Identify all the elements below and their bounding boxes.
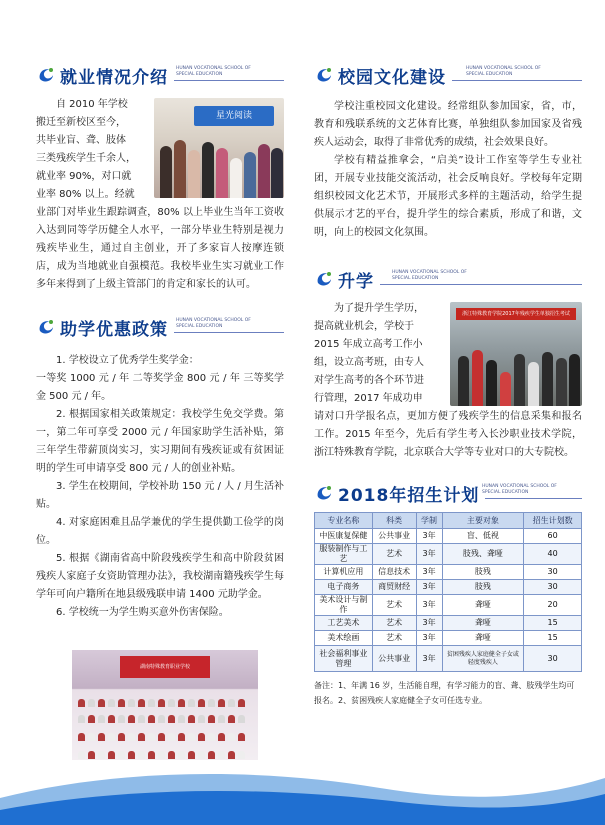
table-header: 专业名称 [315,513,373,529]
aid-item-5: 5. 根据《湖南省高中阶段残疾学生和高中阶段贫困残疾人家庭子女资助管理办法》，我校湖南籍残疾学生每学年可向户籍所在地县级残联申请 1400 元助学金。 [36,553,284,600]
plan-title: 2018年招生计划 [338,485,480,506]
employment-line-2: 共毕业盲、聋、肢体 [36,135,126,146]
further-line-3: 组，设立高考班，由专人 [314,357,424,368]
employment-title: 就业情况介绍 [60,67,168,88]
aid-rule [174,332,284,333]
table-header: 科类 [372,513,416,529]
table-row: 计算机应用 信息技术 3年 肢残 30 [315,565,582,580]
employment-rule [174,80,284,81]
table-note: 备注：1、年满 16 岁，生活能自理，有学习能力的盲、聋、肢残学生均可报名。2、贫困残疾人家庭健全子女可任选专业。 [314,681,575,705]
aid-item-4: 4. 对家庭困难且品学兼优的学生提供勤工俭学的岗位。 [36,517,284,546]
culture-header [314,62,582,88]
employment-line-1: 搬迁至新校区至今， [36,117,126,128]
aid-item-1: 1. 学校设立了优秀学生奖学金： [56,355,199,366]
right-column [314,62,582,708]
table-row: 电子商务 商贸财经 3年 肢残 30 [315,580,582,595]
table-row: 中医康复保健 公共事业 3年 盲、低视 60 [315,529,582,544]
further-body [314,300,582,462]
further-en: HUNAN VOCATIONAL SCHOOL OF SPECIAL EDUCATION [392,270,467,281]
further-line-2: 2015 年成立高考工作小 [314,339,423,350]
employment-line-5: 业率 80% 以上。经就 [36,189,135,200]
employment-photo [154,98,284,198]
further-photo [450,302,582,406]
enrollment-table [314,512,582,672]
further-rest: 请对口升学报名点，更加方便了残疾学生的信息采集和报名工作。2015 年至今，先后有学生考入长沙职业技术学院，浙江特殊教育学院，北京联合大学等专业对口的大专院校。 [314,411,582,458]
employment-line-0: 自 2010 年学校 [56,99,128,110]
employment-header [36,62,284,88]
culture-body [314,98,582,242]
plan-rule [485,498,582,499]
table-row: 工艺美术 艺术 3年 聋哑 15 [315,616,582,631]
swirl-icon [36,65,56,85]
table-row: 美术设计与制作 艺术 3年 聋哑 20 [315,595,582,616]
further-line-5: 行管理，2017 年成功申 [314,393,423,404]
employment-line-4: 就业率 90%，对口就 [36,171,132,182]
employment-photo-banner: 星光阅读 [194,106,274,126]
aid-item-2: 2. 根据国家相关政策规定：我校学生免交学费。第一，第二年可享受 2000 元 / 年国家助学生活补贴，第三年学生带薪顶岗实习，实习期间有残疾证或有贫困证明的学生可申请享受 800 元 / 人的创业补贴。 [36,409,284,474]
further-line-4: 对学生高考的各个环节进 [314,375,424,386]
table-row: 美术绘画 艺术 3年 聋哑 15 [315,631,582,646]
footer-wave [0,758,605,825]
table-row: 服装制作与工艺 艺术 3年 肢残、聋哑 40 [315,544,582,565]
table-header: 学制 [416,513,442,529]
employment-en: HUNAN VOCATIONAL SCHOOL OF SPECIAL EDUCATION [176,66,251,77]
left-column [36,62,284,622]
table-header-row [315,513,582,529]
table-header: 招生计划数 [524,513,582,529]
further-rule [380,284,582,285]
hall-photo [72,650,258,760]
table-row: 社会福利事业管理 公共事业 3年 贫困残疾人家庭健全子女或轻度残疾人 30 [315,646,582,672]
aid-item-3: 3. 学生在校期间，学校补助 150 元 / 人 / 月生活补贴。 [36,481,284,510]
aid-body [36,352,284,622]
aid-title: 助学优惠政策 [60,319,168,340]
aid-item-6: 6. 学校统一为学生购买意外伤害保险。 [56,607,229,618]
swirl-icon [314,65,334,85]
employment-rest: 业部门对毕业生跟踪调查，80% 以上毕业生当年工资收入达到同等学历健全人水平，一部分毕业生特别是视力残疾毕业生，通过自主创业，开了多家盲人按摩连锁店，成为当地就业自强模范。我校毕业生实习就业工作多年来得到了上级主管部门的肯定和家长的认可。 [36,207,284,290]
aid-en: HUNAN VOCATIONAL SCHOOL OF SPECIAL EDUCATION [176,318,251,329]
plan-header [314,480,582,506]
culture-rule [452,80,582,81]
culture-en: HUNAN VOCATIONAL SCHOOL OF SPECIAL EDUCATION [466,66,541,77]
employment-line-3: 三类残疾学生千余人， [36,153,136,164]
culture-p2: 学校有精益推拿会，“启美”设计工作室等学生专业社团，开展专业技能交流活动，社会反响良好。学校每年定期组织校园文化艺术节，开展形式多样的主题活动，给学生提供展示才艺的平台，提升学生的综合素质，形成了和谐，文明，向上的校园文化氛围。 [314,155,582,238]
culture-p1: 学校注重校园文化建设。经常组队参加国家，省，市，教育和残联系统的文艺体育比赛，单独组队参加国家及省残疾人运动会，取得了非常优秀的成绩，社会效果良好。 [314,101,582,148]
further-line-1: 提高就业机会，学校于 [314,321,414,332]
table-header: 主要对象 [442,513,524,529]
hall-photo-banner: 湖南特殊教育职业学校 [120,656,210,678]
swirl-icon [314,483,334,503]
employment-body [36,96,284,294]
further-line-0: 为了提升学生学历， [334,303,424,314]
aid-header [36,314,284,340]
further-header [314,266,582,292]
further-photo-banner: 浙江特殊教育学院2017年残疾学生单独招生考试 [456,308,576,320]
aid-item-1b: 一等奖 1000 元 / 年 二等奖学金 800 元 / 年 三等奖学金 500 元 / 年。 [36,373,284,402]
further-title: 升学 [338,271,374,292]
swirl-icon [36,317,56,337]
plan-en: HUNAN VOCATIONAL SCHOOL OF SPECIAL EDUCATION [482,484,557,495]
culture-title: 校园文化建设 [338,67,446,88]
swirl-icon [314,269,334,289]
